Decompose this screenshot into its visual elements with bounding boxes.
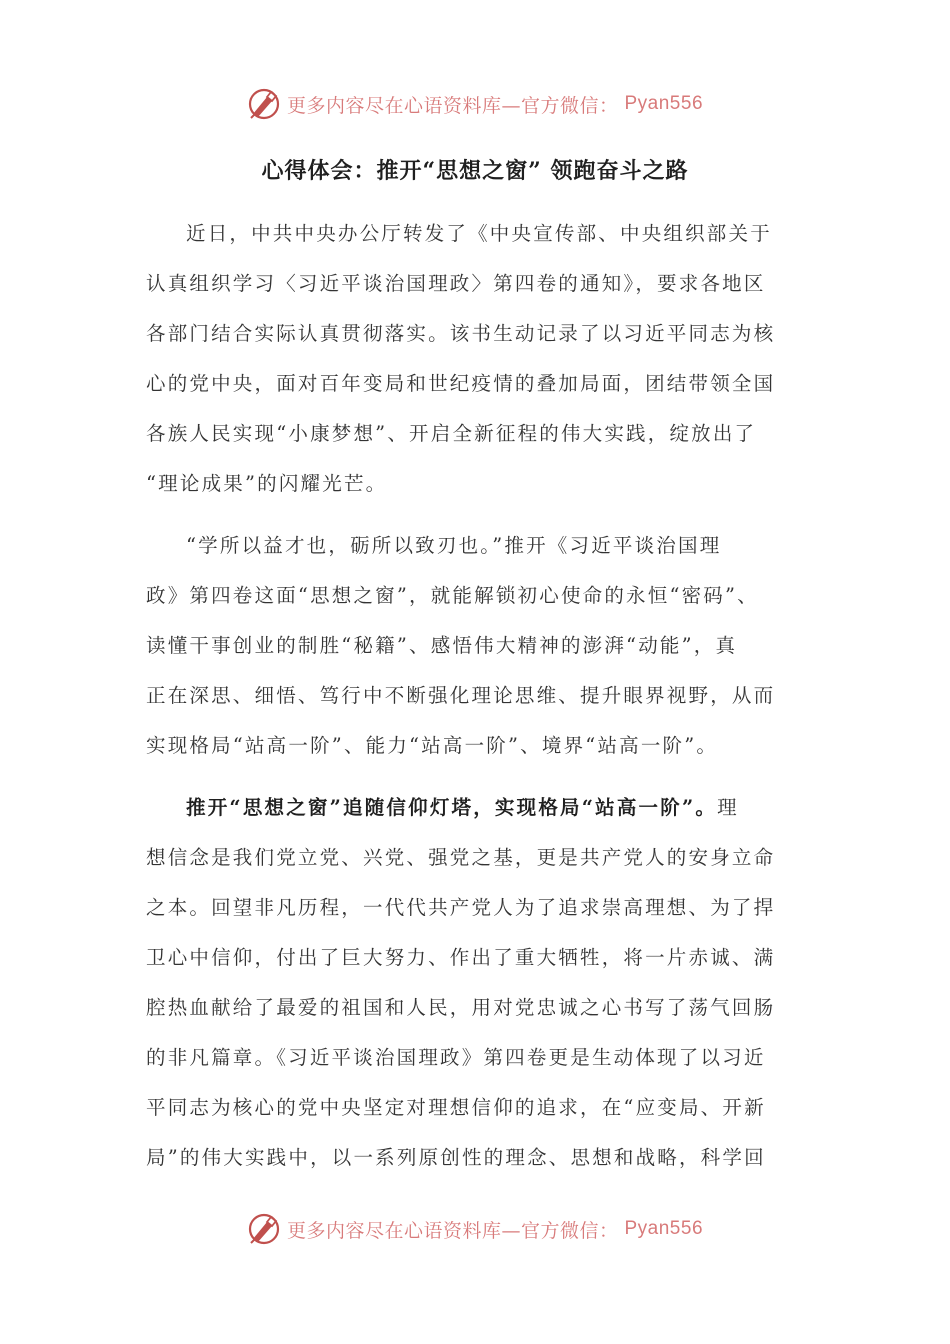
paragraph-line-tail: 理 [717,796,739,819]
paragraph-line: “学所以益才也，砺所以致刃也。”推开《习近平谈治国理 [186,534,722,557]
header-banner [0,86,950,122]
paragraph-3-first-line [146,783,808,833]
paragraph-line: 的非凡篇章。《习近平谈治国理政》第四卷更是生动体现了以习近 [146,1046,766,1069]
footer-banner-text: 更多内容尽在心语资料库—官方微信： [286,1219,619,1242]
paragraph-line: 实现格局“站高一阶”、能力“站高一阶”、境界“站高一阶”。 [146,734,719,757]
pen-nib-icon [247,87,281,121]
paragraph-1 [146,209,808,509]
paragraph-2 [146,521,808,771]
paragraph-line: “理论成果”的闪耀光芒。 [146,472,388,495]
page-title: 心得体会：推开“思想之窗” 领跑奋斗之路 [261,158,689,184]
paragraph-line: 政》第四卷这面“思想之窗”，就能解锁初心使命的永恒“密码”、 [146,584,759,607]
paragraph-line: 腔热血献给了最爱的祖国和人民，用对党忠诚之心书写了荡气回肠 [146,996,776,1019]
paragraph-line: 之本。回望非凡历程，一代代共产党人为了追求崇高理想、为了捍 [146,896,776,919]
section-heading: 推开“思想之窗”追随信仰灯塔，实现格局“站高一阶”。 [186,796,718,819]
paragraph-line: 正在深思、细悟、笃行中不断强化理论思维、提升眼界视野，从而 [146,684,776,707]
header-banner-text: 更多内容尽在心语资料库—官方微信： [286,94,619,117]
paragraph-line: 想信念是我们党立党、兴党、强党之基，更是共产党人的安身立命 [146,846,776,869]
paragraph-line: 卫心中信仰，付出了巨大努力、作出了重大牺牲，将一片赤诚、满 [146,946,776,969]
paragraph-line: 读懂干事创业的制胜“秘籍”、感悟伟大精神的澎湃“动能”，真 [146,634,738,657]
pen-nib-icon [247,1212,281,1246]
paragraph-line: 各部门结合实际认真贯彻落实。该书生动记录了以习近平同志为核 [146,322,776,345]
paragraph-3 [146,783,808,1183]
paragraph-line: 近日，中共中央办公厅转发了《中央宣传部、中央组织部关于 [186,222,772,245]
paragraph-line: 心的党中央，面对百年变局和世纪疫情的叠加局面，团结带领全国 [146,372,776,395]
paragraph-line: 认真组织学习〈习近平谈治国理政〉第四卷的通知》，要求各地区 [146,272,766,295]
paragraph-line: 局”的伟大实践中，以一系列原创性的理念、思想和战略，科学回 [146,1146,766,1169]
paragraph-line: 平同志为核心的党中央坚定对理想信仰的追求，在“应变局、开新 [146,1096,766,1119]
paragraph-line: 各族人民实现“小康梦想”、开启全新征程的伟大实践，绽放出了 [146,422,757,445]
footer-wechat-id: Pyan556 [624,1218,704,1239]
footer-banner [0,1211,950,1247]
header-wechat-id: Pyan556 [624,93,704,114]
